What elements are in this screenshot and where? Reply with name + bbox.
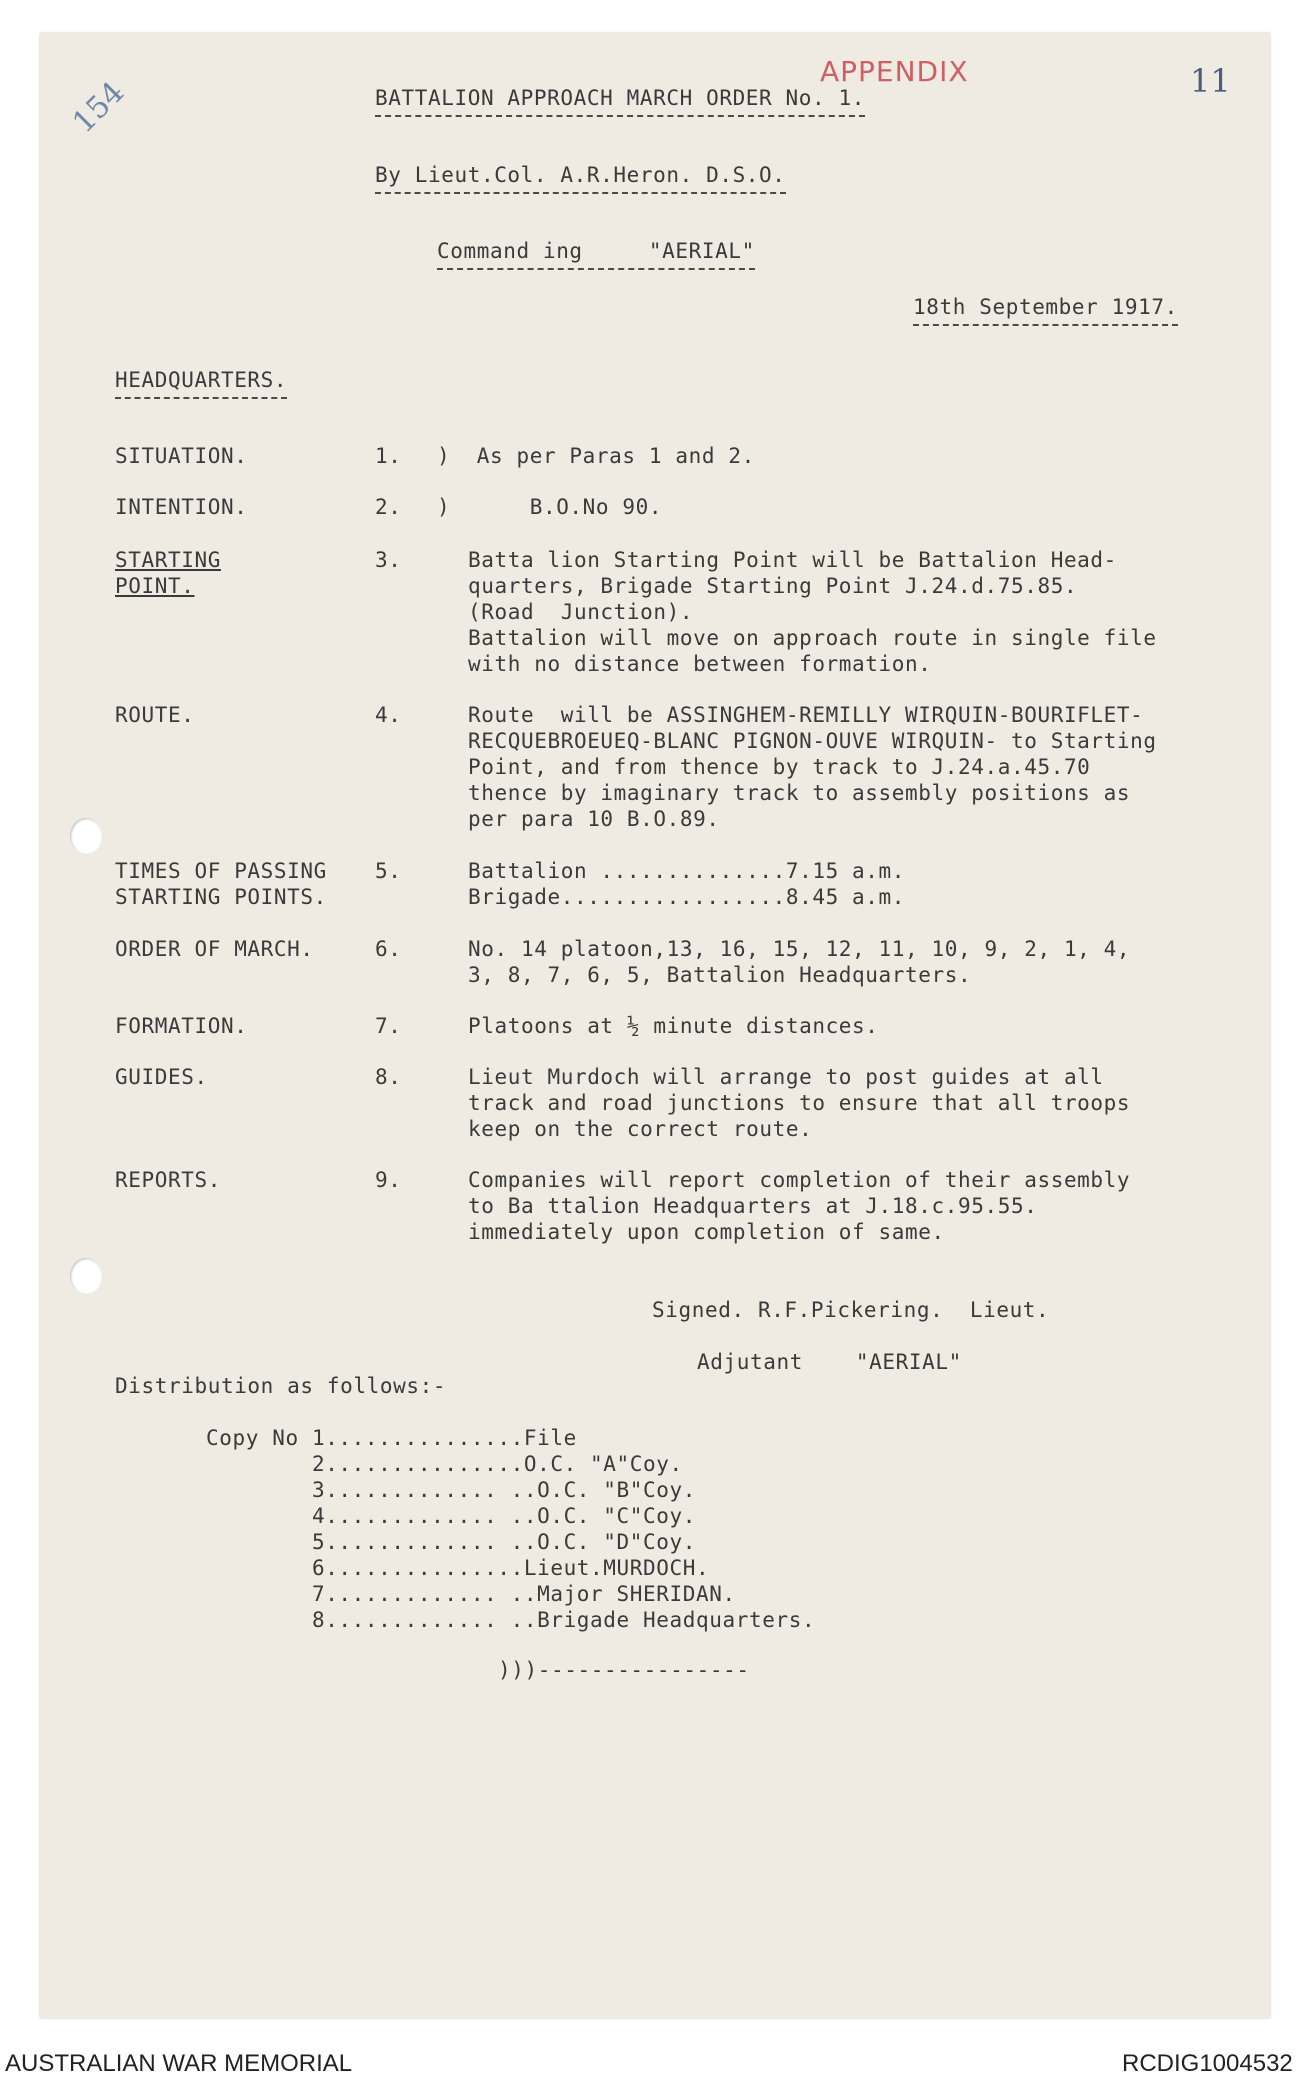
punch-hole-top (70, 818, 102, 854)
headquarters-heading: HEADQUARTERS. (115, 367, 287, 399)
para-heading-route: ROUTE. (115, 703, 195, 727)
archive-name: AUSTRALIAN WAR MEMORIAL (5, 2050, 353, 2077)
list-item: Copy No 1...............File (206, 1426, 577, 1450)
para-number: 4. (375, 703, 402, 727)
list-item: 8............. ..Brigade Headquarters. (206, 1608, 816, 1632)
folio-number: 154 (66, 74, 132, 141)
punch-hole-bottom (70, 1258, 102, 1294)
list-item: 4............. ..O.C. "C"Coy. (206, 1504, 696, 1528)
para-body-intention: ) B.O.No 90. (437, 495, 663, 519)
para-number: 6. (375, 937, 402, 961)
list-item: 5............. ..O.C. "D"Coy. (206, 1530, 696, 1554)
para-heading-starting-point: STARTING POINT. (115, 548, 221, 598)
order-date: 18th September 1917. (913, 294, 1178, 326)
para-heading-situation: SITUATION. (115, 444, 248, 468)
signature-line: Signed. R.F.Pickering. Lieut. (652, 1298, 1050, 1322)
order-author: By Lieut.Col. A.R.Heron. D.S.O. (375, 162, 786, 194)
list-item: 2...............O.C. "A"Coy. (206, 1452, 683, 1476)
para-body-guides: Lieut Murdoch will arrange to post guides at all track and road junctions to ensure that all troops keep on the correct route. (468, 1065, 1131, 1141)
record-id: RCDIG1004532 (1122, 2050, 1293, 2077)
para-heading-times: TIMES OF PASSING STARTING POINTS. (115, 859, 327, 909)
adjutant-line: Adjutant "AERIAL" (697, 1350, 962, 1374)
para-body-order-of-march: No. 14 platoon,13, 16, 15, 12, 11, 10, 9, 2, 1, 4, 3, 8, 7, 6, 5, Battalion Headquarters. (468, 937, 1131, 987)
para-number: 7. (375, 1014, 402, 1038)
para-body-times: Battalion ..............7.15 a.m. Brigade.................8.45 a.m. (468, 859, 906, 909)
para-number: 8. (375, 1065, 402, 1089)
para-heading-order-of-march: ORDER OF MARCH. (115, 937, 314, 961)
para-number: 1. (375, 444, 402, 468)
list-item: 7............. ..Major SHERIDAN. (206, 1582, 736, 1606)
para-heading-formation: FORMATION. (115, 1014, 248, 1038)
para-number: 3. (375, 548, 402, 572)
para-number: 9. (375, 1168, 402, 1192)
end-mark: )))---------------- (498, 1658, 750, 1682)
para-body-situation: ) As per Paras 1 and 2. (437, 444, 755, 468)
list-item: 6...............Lieut.MURDOCH. (206, 1556, 710, 1580)
para-heading-intention: INTENTION. (115, 495, 248, 519)
command-line: Command ing "AERIAL" (437, 238, 755, 270)
para-body-formation: Platoons at ½ minute distances. (468, 1014, 879, 1038)
para-body-route: Route will be ASSINGHEM-REMILLY WIRQUIN-BOURIFLET- RECQUEBROEUEQ-BLANC PIGNON-OUVE WIRQUIN- to Starting Point, and from thence by track to J.24.a.45.70 thence by imaginary track to assembly positions as per para 10 B.O.89. (468, 703, 1157, 831)
para-heading-guides: GUIDES. (115, 1065, 208, 1089)
para-heading-reports: REPORTS. (115, 1168, 221, 1192)
list-item: 3............. ..O.C. "B"Coy. (206, 1478, 696, 1502)
para-number: 2. (375, 495, 402, 519)
para-number: 5. (375, 859, 402, 883)
page-number: 11 (1190, 62, 1231, 100)
distribution-intro: Distribution as follows:- (115, 1374, 447, 1398)
order-title: BATTALION APPROACH MARCH ORDER No. 1. (375, 85, 865, 117)
para-body-reports: Companies will report completion of their assembly to Ba ttalion Headquarters at J.18.c.95.55. immediately upon completion of same. (468, 1168, 1131, 1244)
appendix-stamp: APPENDIX (820, 55, 969, 88)
para-body-starting-point: Batta lion Starting Point will be Battalion Head- quarters, Brigade Starting Point J.24.d.75.85. (Road Junction). Battalion will move on approach route in single file with no distance between formation. (468, 548, 1157, 676)
